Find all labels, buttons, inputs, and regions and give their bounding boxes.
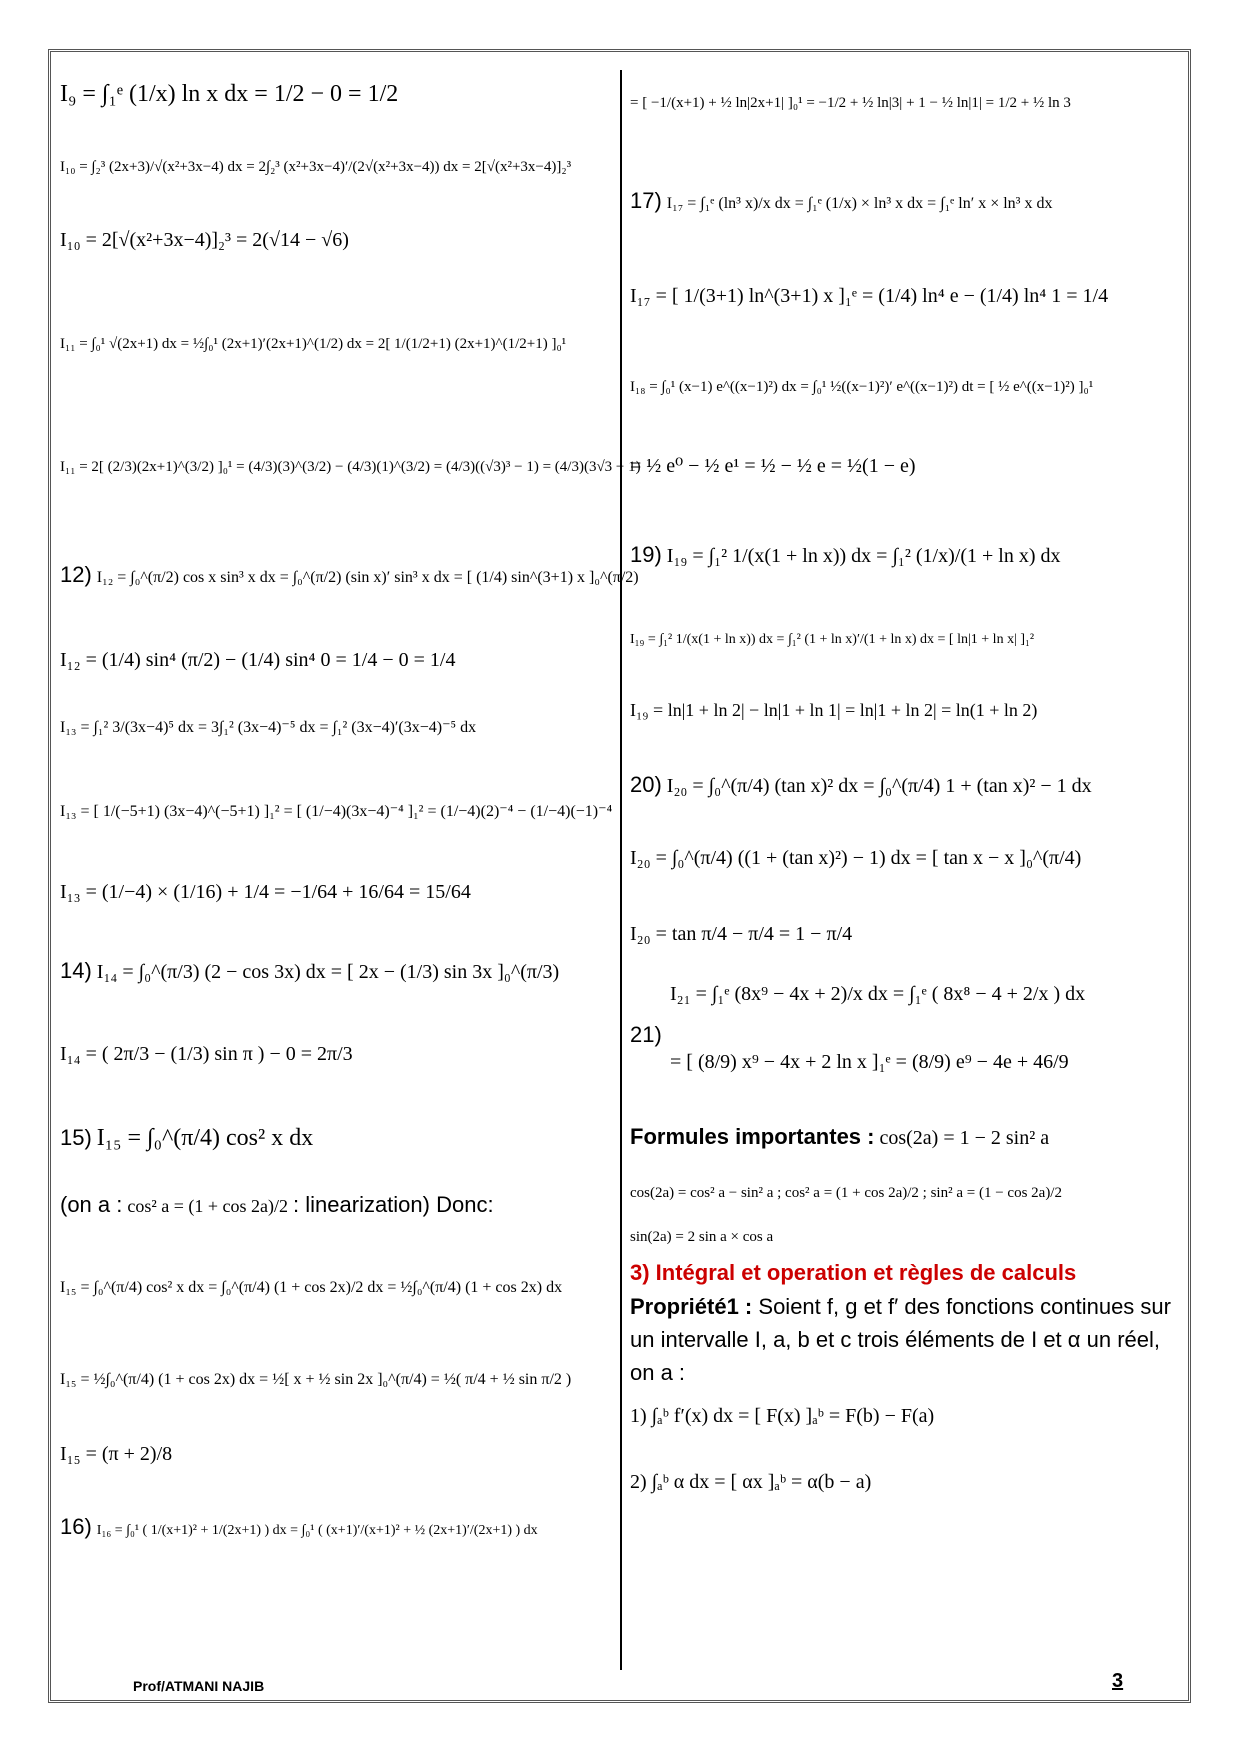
equation-i11-step1: I₁₁ = ∫₀¹ √(2x+1) dx = ½∫₀¹ (2x+1)′(2x+1)^(1/2) dx = 2[ 1/(1/2+1) (2x+1)^(1/2+1) ]₀¹ [60, 336, 567, 352]
exercise-15-label: 15) [60, 1125, 92, 1150]
property-label: Propriété1 : [630, 1294, 753, 1319]
equation-i13-step1: I₁₃ = ∫₁² 3/(3x−4)⁵ dx = 3∫₁² (3x−4)⁻⁵ dx = ∫₁² (3x−4)′(3x−4)⁻⁵ dx [60, 719, 477, 736]
equation-i14-step1: I₁₄ = ∫₀^(π/3) (2 − cos 3x) dx = [ 2x − (1/3) sin 3x ]₀^(π/3) [96, 961, 560, 983]
equation-i21-step2: = [ (8/9) x⁹ − 4x + 2 ln x ]₁ᵉ = (8/9) e⁹ − 4e + 46/9 [670, 1051, 1069, 1073]
note-close: : linearization) Donc: [293, 1192, 494, 1217]
equation-i18-step2: = ½ e⁰ − ½ e¹ = ½ − ½ e = ½(1 − e) [630, 455, 916, 477]
property-text: Soient f, g et f′ des fonctions continues sur un intervalle I, a, b et c trois éléments de I et α un réel, on a : [630, 1294, 1171, 1385]
equation-i19-step3: I₁₉ = ln|1 + ln 2| − ln|1 + ln 1| = ln|1 + ln 2| = ln(1 + ln 2) [630, 700, 1038, 720]
exercise-17-label: 17) [630, 188, 662, 213]
exercise-16-label: 16) [60, 1514, 92, 1539]
equation-i19-step2: I₁₉ = ∫₁² 1/(x(1 + ln x)) dx = ∫₁² (1 + ln x)′/(1 + ln x) dx = [ ln|1 + ln x| ]₁² [630, 632, 1035, 647]
equation-i15-step3: I₁₅ = ½∫₀^(π/4) (1 + cos 2x) dx = ½[ x + ½ sin 2x ]₀^(π/4) = ½( π/4 + ½ sin π/2 ) [60, 1371, 572, 1388]
equation-i21-step1: I₂₁ = ∫₁ᵉ (8x⁹ − 4x + 2)/x dx = ∫₁ᵉ ( 8x⁸ − 4 + 2/x ) dx [670, 983, 1086, 1005]
property-2: 2) ∫ₐᵇ α dx = [ αx ]ₐᵇ = α(b − a) [630, 1471, 872, 1493]
exercise-19-label: 19) [630, 542, 662, 567]
note-formula: cos² a = (1 + cos 2a)/2 [127, 1196, 289, 1216]
section-title: 3) Intégral et operation et règles de calculs [630, 1260, 1077, 1285]
note-open: (on a : [60, 1192, 123, 1217]
equation-i17-step1: I₁₇ = ∫₁ᵉ (ln³ x)/x dx = ∫₁ᵉ (1/x) × ln³ x dx = ∫₁ᵉ ln′ x × ln³ x dx [666, 195, 1053, 212]
formula-cos2a: cos(2a) = 1 − 2 sin² a [879, 1127, 1050, 1149]
page-number: 3 [1112, 1670, 1124, 1692]
formula-sin2a: sin(2a) = 2 sin a × cos a [630, 1229, 774, 1245]
equation-i16-step1: I₁₆ = ∫₀¹ ( 1/(x+1)² + 1/(2x+1) ) dx = ∫₀¹ ( (x+1)′/(x+1)² + ½ (2x+1)′/(2x+1) ) dx [96, 1523, 538, 1538]
equation-i12-step1: I₁₂ = ∫₀^(π/2) cos x sin³ x dx = ∫₀^(π/2) (sin x)′ sin³ x dx = [ (1/4) sin^(3+1) x ]₀^(π/2) [96, 569, 639, 586]
exercise-14-label: 14) [60, 958, 92, 983]
equation-i13-step2: I₁₃ = [ 1/(−5+1) (3x−4)^(−5+1) ]₁² = [ (1/−4)(3x−4)⁻⁴ ]₁² = (1/−4)(2)⁻⁴ − (1/−4)(−1)⁻⁴ [60, 803, 613, 820]
equation-i12-step2: I₁₂ = (1/4) sin⁴ (π/2) − (1/4) sin⁴ 0 = 1/4 − 0 = 1/4 [60, 649, 456, 671]
formula-line-2: cos(2a) = cos² a − sin² a ; cos² a = (1 + cos 2a)/2 ; sin² a = (1 − cos 2a)/2 [630, 1185, 1062, 1201]
equation-i13-step3: I₁₃ = (1/−4) × (1/16) + 1/4 = −1/64 + 16/64 = 15/64 [60, 881, 471, 903]
column-divider [620, 70, 622, 1670]
equation-i16-step2: = [ −1/(x+1) + ½ ln|2x+1| ]₀¹ = −1/2 + ½ ln|3| + 1 − ½ ln|1| = 1/2 + ½ ln 3 [630, 95, 1071, 111]
equation-i15-result: I₁₅ = (π + 2)/8 [60, 1443, 173, 1465]
equation-i18-step1: I₁₈ = ∫₀¹ (x−1) e^((x−1)²) dx = ∫₀¹ ½((x−1)²)′ e^((x−1)²) dt = [ ½ e^((x−1)²) ]₀¹ [630, 379, 1094, 395]
equation-i20-step1: I₂₀ = ∫₀^(π/4) (tan x)² dx = ∫₀^(π/4) 1 + (tan x)² − 1 dx [666, 775, 1092, 797]
exercise-12-label: 12) [60, 562, 92, 587]
exercise-21-label: 21) [630, 1022, 662, 1047]
equation-i10-step1: I₁₀ = ∫₂³ (2x+3)/√(x²+3x−4) dx = 2∫₂³ (x²+3x−4)′/(2√(x²+3x−4)) dx = 2[√(x²+3x−4)]₂³ [60, 159, 572, 175]
property-1: 1) ∫ₐᵇ f′(x) dx = [ F(x) ]ₐᵇ = F(b) − F(a) [630, 1405, 935, 1427]
exercise-20-label: 20) [630, 772, 662, 797]
equation-i10-step2: I₁₀ = 2[√(x²+3x−4)]₂³ = 2(√14 − √6) [60, 229, 349, 251]
equation-i19-step1: I₁₉ = ∫₁² 1/(x(1 + ln x)) dx = ∫₁² (1/x)/(1 + ln x) dx [666, 545, 1061, 567]
equation-i9: I₉ = ∫₁ᵉ (1/x) ln x dx = 1/2 − 0 = 1/2 [60, 81, 399, 107]
equation-i20-step3: I₂₀ = tan π/4 − π/4 = 1 − π/4 [630, 923, 853, 945]
equation-i11-step2: I₁₁ = 2[ (2/3)(2x+1)^(3/2) ]₀¹ = (4/3)(3)^(3/2) − (4/3)(1)^(3/2) = (4/3)((√3)³ − 1) = (4/3)(3√3 − 1) [60, 459, 641, 475]
equation-i15-step1: I₁₅ = ∫₀^(π/4) cos² x dx [96, 1125, 314, 1151]
equation-i14-step2: I₁₄ = ( 2π/3 − (1/3) sin π ) − 0 = 2π/3 [60, 1043, 353, 1065]
formulas-title: Formules importantes : [630, 1124, 875, 1149]
equation-i15-step2: I₁₅ = ∫₀^(π/4) cos² x dx = ∫₀^(π/4) (1 + cos 2x)/2 dx = ½∫₀^(π/4) (1 + cos 2x) dx [60, 1279, 563, 1296]
property-paragraph [630, 1290, 1175, 1389]
equation-i20-step2: I₂₀ = ∫₀^(π/4) ((1 + (tan x)²) − 1) dx = [ tan x − x ]₀^(π/4) [630, 847, 1082, 869]
equation-i17-step2: I₁₇ = [ 1/(3+1) ln^(3+1) x ]₁ᵉ = (1/4) ln⁴ e − (1/4) ln⁴ 1 = 1/4 [630, 285, 1109, 307]
author: Prof/ATMANI NAJIB [133, 1678, 265, 1694]
